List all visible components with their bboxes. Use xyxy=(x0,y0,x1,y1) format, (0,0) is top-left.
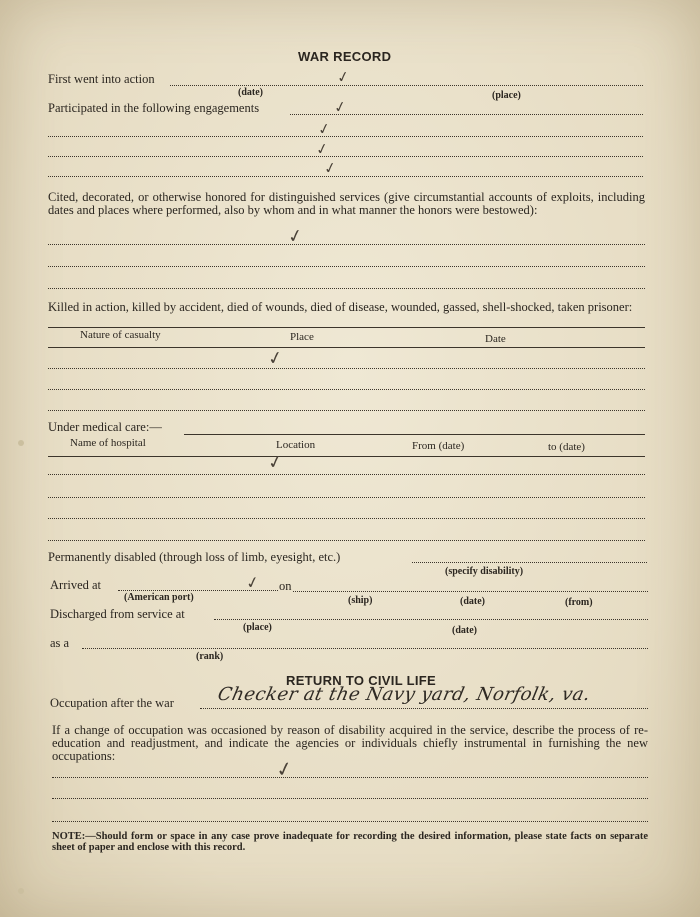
cited-instructions: Cited, decorated, or otherwise honored for distinguished services (give circumstantial accounts of exploits, including dates and places where performed, also by whom and in what manner the honors were bestowed): xyxy=(48,190,645,217)
civil-life-title: RETURN TO CIVIL LIFE xyxy=(286,673,436,688)
punch-hole xyxy=(18,888,24,894)
casualty-header-date: Date xyxy=(485,333,506,345)
occupation-label: Occupation after the war xyxy=(50,696,174,710)
cited-line[interactable] xyxy=(48,266,645,267)
medical-rule xyxy=(184,434,645,435)
check-mark: ✓ xyxy=(273,755,296,783)
first-action-line[interactable] xyxy=(170,85,643,86)
casualty-line[interactable] xyxy=(48,410,645,411)
punch-hole xyxy=(18,440,24,446)
arrived-ship-line[interactable] xyxy=(293,591,648,592)
casualty-line[interactable] xyxy=(48,389,645,390)
discharged-place-caption: (place) xyxy=(243,622,272,633)
medical-header-to: to (date) xyxy=(548,441,585,453)
place-caption: (place) xyxy=(492,90,521,101)
rank-caption: (rank) xyxy=(196,651,224,662)
check-mark: ✓ xyxy=(314,138,331,160)
war-record-title: WAR RECORD xyxy=(298,49,392,64)
check-mark: ✓ xyxy=(316,118,333,140)
check-mark: ✓ xyxy=(244,571,262,594)
medical-header-from: From (date) xyxy=(412,440,465,452)
casualty-instructions: Killed in action, killed by accident, died of wounds, died of disease, wounded, gassed, shell-shocked, taken prisoner: xyxy=(48,300,633,314)
medical-label: Under medical care:— xyxy=(48,420,162,434)
on-label: on xyxy=(279,579,292,593)
as-a-label: as a xyxy=(50,636,70,650)
casualty-header-nature: Nature of casualty xyxy=(80,329,161,341)
engagements-label: Participated in the following engagements xyxy=(48,101,260,115)
discharged-label: Discharged from service at xyxy=(50,607,185,621)
american-port-caption: (American port) xyxy=(124,592,194,603)
first-action-label: First went into action xyxy=(48,72,155,86)
engagements-line[interactable] xyxy=(48,136,643,137)
note-text: NOTE:—Should form or space in any case prove inadequate for recording the desired information, please state facts on separate sheet of paper and enclose with this record. xyxy=(52,831,648,853)
casualty-header-rule xyxy=(48,327,645,328)
date-caption: (date) xyxy=(238,87,263,98)
casualty-header-rule xyxy=(48,347,645,348)
cited-line[interactable] xyxy=(48,244,645,245)
change-line[interactable] xyxy=(52,777,648,778)
medical-header-location: Location xyxy=(276,439,316,451)
engagements-line[interactable] xyxy=(48,176,643,177)
occupation-value: Checker at the Navy yard, Norfolk, va. xyxy=(215,684,593,705)
disabled-line[interactable] xyxy=(412,562,647,563)
occupation-line[interactable] xyxy=(200,708,648,709)
rank-line[interactable] xyxy=(82,648,648,649)
arrived-date-caption: (date) xyxy=(460,596,485,607)
medical-line[interactable] xyxy=(48,540,645,541)
check-mark: ✓ xyxy=(265,346,286,371)
medical-line[interactable] xyxy=(48,518,645,519)
engagements-line[interactable] xyxy=(48,156,643,157)
check-mark: ✓ xyxy=(335,66,352,88)
casualty-header-place: Place xyxy=(290,331,314,343)
cited-line[interactable] xyxy=(48,288,645,289)
discharged-date-caption: (date) xyxy=(452,625,477,636)
medical-header-hospital: Name of hospital xyxy=(70,437,146,449)
check-mark: ✓ xyxy=(285,224,306,249)
change-line[interactable] xyxy=(52,821,648,822)
disabled-label: Permanently disabled (through loss of limb, eyesight, etc.) xyxy=(48,550,341,564)
from-caption: (from) xyxy=(565,597,593,608)
medical-line[interactable] xyxy=(48,497,645,498)
ship-caption: (ship) xyxy=(348,595,373,606)
change-line[interactable] xyxy=(52,798,648,799)
check-mark: ✓ xyxy=(265,450,286,475)
medical-rule xyxy=(48,456,645,457)
medical-line[interactable] xyxy=(48,474,645,475)
disability-caption: (specify disability) xyxy=(445,566,524,577)
arrived-label: Arrived at xyxy=(50,578,102,592)
discharged-line[interactable] xyxy=(214,619,648,620)
check-mark: ✓ xyxy=(332,96,349,118)
casualty-line[interactable] xyxy=(48,368,645,369)
check-mark: ✓ xyxy=(322,157,339,179)
change-instructions: If a change of occupation was occasioned by reason of disability acquired in the service, describe the process of re-education and readjustment, and indicate the agencies or individuals chiefly instrumental in furnishing the new occupations: xyxy=(52,723,648,763)
